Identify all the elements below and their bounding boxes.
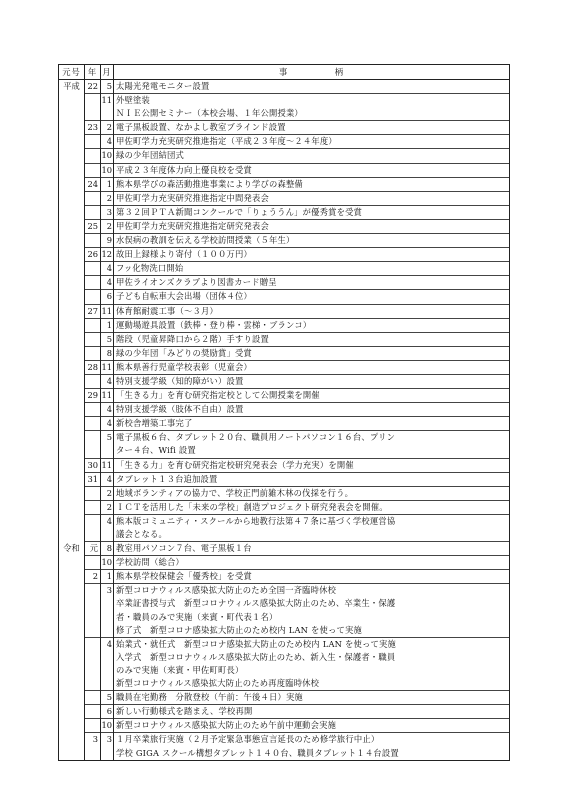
- event-cell: 「生きる力」を育む研究指定校として公開授業を開催: [114, 389, 510, 403]
- year-cell: 2: [85, 570, 101, 584]
- month-cell: 8: [101, 346, 114, 360]
- era-header: 元号: [59, 65, 85, 80]
- year-cell: [85, 94, 101, 108]
- table-row: [59, 107, 510, 121]
- era-cell: [59, 107, 85, 121]
- event-cell: 「生きる力」を育む研究指定校研究発表会（学力充実）を開催: [114, 458, 510, 472]
- era-cell: [59, 556, 85, 570]
- month-cell: 10: [101, 149, 114, 163]
- era-cell: [59, 472, 85, 486]
- era-cell: [59, 651, 85, 664]
- event-cell: タブレット１３台追加設置: [114, 472, 510, 486]
- year-cell: [85, 611, 101, 624]
- table-row: [59, 719, 510, 733]
- table-row: [59, 360, 510, 374]
- month-cell: [101, 597, 114, 610]
- table-row: [59, 651, 510, 664]
- event-cell: 新しい行動様式を踏まえ、学校再開: [114, 705, 510, 719]
- year-cell: 26: [85, 248, 101, 262]
- year-cell: 25: [85, 219, 101, 233]
- year-cell: [85, 677, 101, 691]
- history-table: [58, 64, 510, 761]
- table-row: [59, 290, 510, 304]
- month-cell: 11: [101, 389, 114, 403]
- era-cell: [59, 528, 85, 542]
- era-cell: [59, 374, 85, 388]
- month-cell: 2: [101, 191, 114, 205]
- event-cell: 太陽光発電モニター設置: [114, 80, 510, 94]
- era-cell: [59, 597, 85, 610]
- table-row: [59, 234, 510, 248]
- month-cell: 3: [101, 205, 114, 219]
- month-cell: 1: [101, 318, 114, 332]
- table-row: [59, 542, 510, 556]
- month-cell: 8: [101, 542, 114, 556]
- month-cell: 6: [101, 705, 114, 719]
- table-row: [59, 304, 510, 318]
- year-cell: [85, 705, 101, 719]
- year-cell: [85, 624, 101, 638]
- event-cell: ＮＩＥ公開セミナー（本校会場、１年公開授業）: [114, 107, 510, 121]
- event-cell: 緑の少年団結団式: [114, 149, 510, 163]
- table-row: [59, 472, 510, 486]
- table-row: [59, 677, 510, 691]
- event-cell: 甲佐町学力充実研究推進指定中間発表会: [114, 191, 510, 205]
- era-cell: [59, 262, 85, 276]
- month-cell: 11: [101, 304, 114, 318]
- table-row: [59, 486, 510, 500]
- month-cell: 4: [101, 637, 114, 651]
- era-cell: [59, 624, 85, 638]
- year-cell: [85, 374, 101, 388]
- event-cell: 教室用パソコン７台、電子黒板１台: [114, 542, 510, 556]
- year-cell: 27: [85, 304, 101, 318]
- table-row: [59, 624, 510, 638]
- year-cell: [85, 584, 101, 598]
- era-cell: [59, 234, 85, 248]
- month-cell: [101, 747, 114, 761]
- era-cell: [59, 500, 85, 514]
- era-cell: [59, 346, 85, 360]
- era-cell: [59, 290, 85, 304]
- table-row: [59, 163, 510, 177]
- table-row: [59, 121, 510, 135]
- table-row: [59, 611, 510, 624]
- month-cell: 12: [101, 248, 114, 262]
- era-cell: [59, 304, 85, 318]
- table-row: [59, 431, 510, 445]
- year-cell: [85, 528, 101, 542]
- era-cell: [59, 637, 85, 651]
- month-cell: 4: [101, 276, 114, 290]
- month-cell: 4: [101, 262, 114, 276]
- year-cell: [85, 135, 101, 149]
- table-row: [59, 444, 510, 458]
- month-cell: 5: [101, 332, 114, 346]
- event-cell: 特別支援学級（肢体不自由）設置: [114, 403, 510, 417]
- era-cell: [59, 248, 85, 262]
- year-cell: [85, 191, 101, 205]
- era-cell: [59, 514, 85, 528]
- month-cell: [101, 651, 114, 664]
- table-row: [59, 733, 510, 747]
- event-cell: 新型コロナウィルス感染拡大防止のため全国一斉臨時休校: [114, 584, 510, 598]
- event-cell: 入学式 新型コロナウィルス感染拡大防止のため、新入生・保護者・職員: [114, 651, 510, 664]
- table-row: [59, 248, 510, 262]
- era-cell: [59, 677, 85, 691]
- month-cell: 5: [101, 80, 114, 94]
- era-cell: [59, 332, 85, 346]
- era-cell: [59, 691, 85, 705]
- event-cell: 新型コロナウィルス感染拡大防止のため再度臨時休校: [114, 677, 510, 691]
- year-cell: [85, 664, 101, 677]
- event-cell: 特別支援学級（知的障がい）設置: [114, 374, 510, 388]
- era-cell: [59, 163, 85, 177]
- event-cell: 運動場遊具設置（鉄棒・登り棒・雲梯・ブランコ）: [114, 318, 510, 332]
- year-cell: [85, 205, 101, 219]
- month-cell: 10: [101, 556, 114, 570]
- year-cell: [85, 417, 101, 431]
- era-cell: [59, 431, 85, 445]
- month-cell: 2: [101, 500, 114, 514]
- month-cell: 1: [101, 570, 114, 584]
- month-cell: 4: [101, 417, 114, 431]
- year-cell: [85, 500, 101, 514]
- year-cell: [85, 346, 101, 360]
- event-cell: 子ども自転車大会出場（団体４位）: [114, 290, 510, 304]
- month-cell: 4: [101, 403, 114, 417]
- year-cell: [85, 276, 101, 290]
- event-cell: 緑の少年団「みどりの奨励賞」受賞: [114, 346, 510, 360]
- era-cell: [59, 219, 85, 233]
- event-cell: 水俣病の教訓を伝える学校訪問授業（５年生）: [114, 234, 510, 248]
- event-cell: １月卒業旅行実施（２月予定緊急事態宣言延長のため修学旅行中止）: [114, 733, 510, 747]
- table-row: [59, 403, 510, 417]
- event-cell: 議会となる。: [114, 528, 510, 542]
- event-cell: 卒業証書授与式 新型コロナウィルス感染拡大防止のため、卒業生・保護: [114, 597, 510, 610]
- era-cell: [59, 417, 85, 431]
- event-cell: 新校舎増築工事完了: [114, 417, 510, 431]
- event-cell: 新型コロナウィルス感染拡大防止のため午前中運動会実施: [114, 719, 510, 733]
- history-rows: [59, 80, 510, 761]
- year-cell: [85, 149, 101, 163]
- era-cell: [59, 747, 85, 761]
- month-cell: 4: [101, 472, 114, 486]
- era-cell: [59, 719, 85, 733]
- table-row: [59, 135, 510, 149]
- era-cell: [59, 486, 85, 500]
- table-row: [59, 219, 510, 233]
- month-cell: 10: [101, 163, 114, 177]
- table-row: [59, 747, 510, 761]
- month-cell: 2: [101, 486, 114, 500]
- year-cell: [85, 651, 101, 664]
- year-cell: 23: [85, 121, 101, 135]
- event-cell: 熊本県学校保健会「優秀校」を受賞: [114, 570, 510, 584]
- year-cell: 24: [85, 177, 101, 191]
- year-cell: 3: [85, 733, 101, 747]
- month-cell: 5: [101, 431, 114, 445]
- event-cell: フッ化物洗口開始: [114, 262, 510, 276]
- month-cell: 2: [101, 219, 114, 233]
- table-row: [59, 94, 510, 108]
- event-cell: 甲佐ライオンズクラブより図書カード贈呈: [114, 276, 510, 290]
- table-row: [59, 332, 510, 346]
- month-cell: 1: [101, 177, 114, 191]
- era-cell: [59, 135, 85, 149]
- month-cell: [101, 677, 114, 691]
- era-cell: [59, 458, 85, 472]
- year-cell: 22: [85, 80, 101, 94]
- year-cell: 元: [85, 542, 101, 556]
- table-row: [59, 514, 510, 528]
- year-cell: [85, 332, 101, 346]
- era-cell: [59, 94, 85, 108]
- year-cell: [85, 719, 101, 733]
- era-cell: [59, 205, 85, 219]
- event-cell: 者・職員のみで実施（来賓・町代表１名）: [114, 611, 510, 624]
- era-cell: [59, 360, 85, 374]
- month-cell: 11: [101, 458, 114, 472]
- table-row: [59, 570, 510, 584]
- table-row: [59, 346, 510, 360]
- year-cell: 31: [85, 472, 101, 486]
- year-cell: 28: [85, 360, 101, 374]
- era-cell: [59, 705, 85, 719]
- year-cell: [85, 403, 101, 417]
- month-cell: 6: [101, 290, 114, 304]
- era-cell: [59, 318, 85, 332]
- era-cell: [59, 191, 85, 205]
- table-row: [59, 417, 510, 431]
- year-cell: [85, 747, 101, 761]
- event-cell: 職員在宅勤務 分散登校（午前：午後４日）実施: [114, 691, 510, 705]
- month-header: 月: [101, 65, 114, 80]
- month-cell: 3: [101, 733, 114, 747]
- event-cell: 始業式・就任式 新型コロナ感染拡大防止のため校内 LAN を使って実施: [114, 637, 510, 651]
- month-cell: 11: [101, 94, 114, 108]
- era-cell: [59, 389, 85, 403]
- table-row: [59, 597, 510, 610]
- event-cell: 熊本県学びの森活動推進事業により学びの森整備: [114, 177, 510, 191]
- year-cell: [85, 637, 101, 651]
- month-cell: [101, 664, 114, 677]
- month-cell: 4: [101, 514, 114, 528]
- month-cell: [101, 624, 114, 638]
- event-cell: 熊本版コミュニティ・スクールから地教行法第４７条に基づく学校運営協: [114, 514, 510, 528]
- year-cell: 29: [85, 389, 101, 403]
- event-cell: 第３２回ＰＴＡ新聞コンクールで「りょううん」が優秀賞を受賞: [114, 205, 510, 219]
- table-row: [59, 276, 510, 290]
- era-cell: [59, 276, 85, 290]
- table-row: [59, 191, 510, 205]
- era-cell: [59, 733, 85, 747]
- event-cell: 学校訪問（総合）: [114, 556, 510, 570]
- table-row: [59, 691, 510, 705]
- year-cell: [85, 262, 101, 276]
- year-cell: [85, 556, 101, 570]
- year-cell: [85, 163, 101, 177]
- era-cell: [59, 149, 85, 163]
- event-cell: 地域ボランティアの協力で、学校正門前雑木林の伐採を行う。: [114, 486, 510, 500]
- school-history-sheet: [58, 64, 509, 776]
- year-cell: [85, 486, 101, 500]
- table-row: [59, 374, 510, 388]
- event-cell: 学校 GIGA スクール構想タブレット１４０台、職員タブレット１４台設置: [114, 747, 510, 761]
- table-row: [59, 80, 510, 94]
- year-cell: [85, 234, 101, 248]
- event-cell: 体育館耐震工事（～３月）: [114, 304, 510, 318]
- event-header: 事 柄: [114, 65, 510, 80]
- era-cell: 平成: [59, 80, 85, 94]
- event-cell: 外壁塗装: [114, 94, 510, 108]
- event-cell: 平成２３年度体力向上優良校を受賞: [114, 163, 510, 177]
- event-cell: 甲佐町学力充実研究推進指定研究発表会: [114, 219, 510, 233]
- table-row: [59, 637, 510, 651]
- table-row: [59, 458, 510, 472]
- era-cell: [59, 570, 85, 584]
- month-cell: 9: [101, 234, 114, 248]
- table-row: [59, 149, 510, 163]
- era-cell: [59, 403, 85, 417]
- year-header: 年: [85, 65, 101, 80]
- era-cell: [59, 444, 85, 458]
- year-cell: [85, 514, 101, 528]
- era-cell: 令和: [59, 542, 85, 556]
- year-cell: [85, 597, 101, 610]
- event-cell: 修了式 新型コロナ感染拡大防止のため校内 LAN を使って実施: [114, 624, 510, 638]
- month-cell: [101, 528, 114, 542]
- year-cell: [85, 444, 101, 458]
- year-cell: [85, 107, 101, 121]
- event-cell: 故田上録様より寄付（１００万円）: [114, 248, 510, 262]
- table-row: [59, 556, 510, 570]
- era-cell: [59, 121, 85, 135]
- month-cell: 11: [101, 360, 114, 374]
- era-cell: [59, 664, 85, 677]
- month-cell: [101, 107, 114, 121]
- table-row: [59, 389, 510, 403]
- event-cell: 階段（児童昇降口から２階）手すり設置: [114, 332, 510, 346]
- month-cell: 4: [101, 135, 114, 149]
- event-cell: ター４台、Wifi 設置: [114, 444, 510, 458]
- event-cell: 電子黒板設置、なかよし教室ブラインド設置: [114, 121, 510, 135]
- month-cell: 4: [101, 374, 114, 388]
- month-cell: [101, 611, 114, 624]
- era-cell: [59, 177, 85, 191]
- month-cell: 5: [101, 691, 114, 705]
- table-row: [59, 664, 510, 677]
- month-cell: 10: [101, 719, 114, 733]
- table-row: [59, 262, 510, 276]
- event-cell: ＩＣＴを活用した「未来の学校」創造プロジェクト研究発表会を開催。: [114, 500, 510, 514]
- table-row: [59, 528, 510, 542]
- month-cell: 2: [101, 121, 114, 135]
- year-cell: [85, 318, 101, 332]
- year-cell: 30: [85, 458, 101, 472]
- event-cell: のみで実施（来賓・甲佐町町長）: [114, 664, 510, 677]
- era-cell: [59, 584, 85, 598]
- month-cell: [101, 444, 114, 458]
- table-row: [59, 584, 510, 598]
- table-row: [59, 705, 510, 719]
- event-cell: 熊本県善行児童学校表彰（児童会）: [114, 360, 510, 374]
- year-cell: [85, 691, 101, 705]
- table-row: [59, 500, 510, 514]
- table-row: [59, 177, 510, 191]
- year-cell: [85, 431, 101, 445]
- month-cell: 3: [101, 584, 114, 598]
- table-row: [59, 318, 510, 332]
- table-row: [59, 205, 510, 219]
- header-row: [59, 65, 510, 80]
- year-cell: [85, 290, 101, 304]
- event-cell: 甲佐町学力充実研究推進指定（平成２３年度～２４年度）: [114, 135, 510, 149]
- era-cell: [59, 611, 85, 624]
- event-cell: 電子黒板６台、タブレット２０台、職員用ノートパソコン１６台、プリン: [114, 431, 510, 445]
